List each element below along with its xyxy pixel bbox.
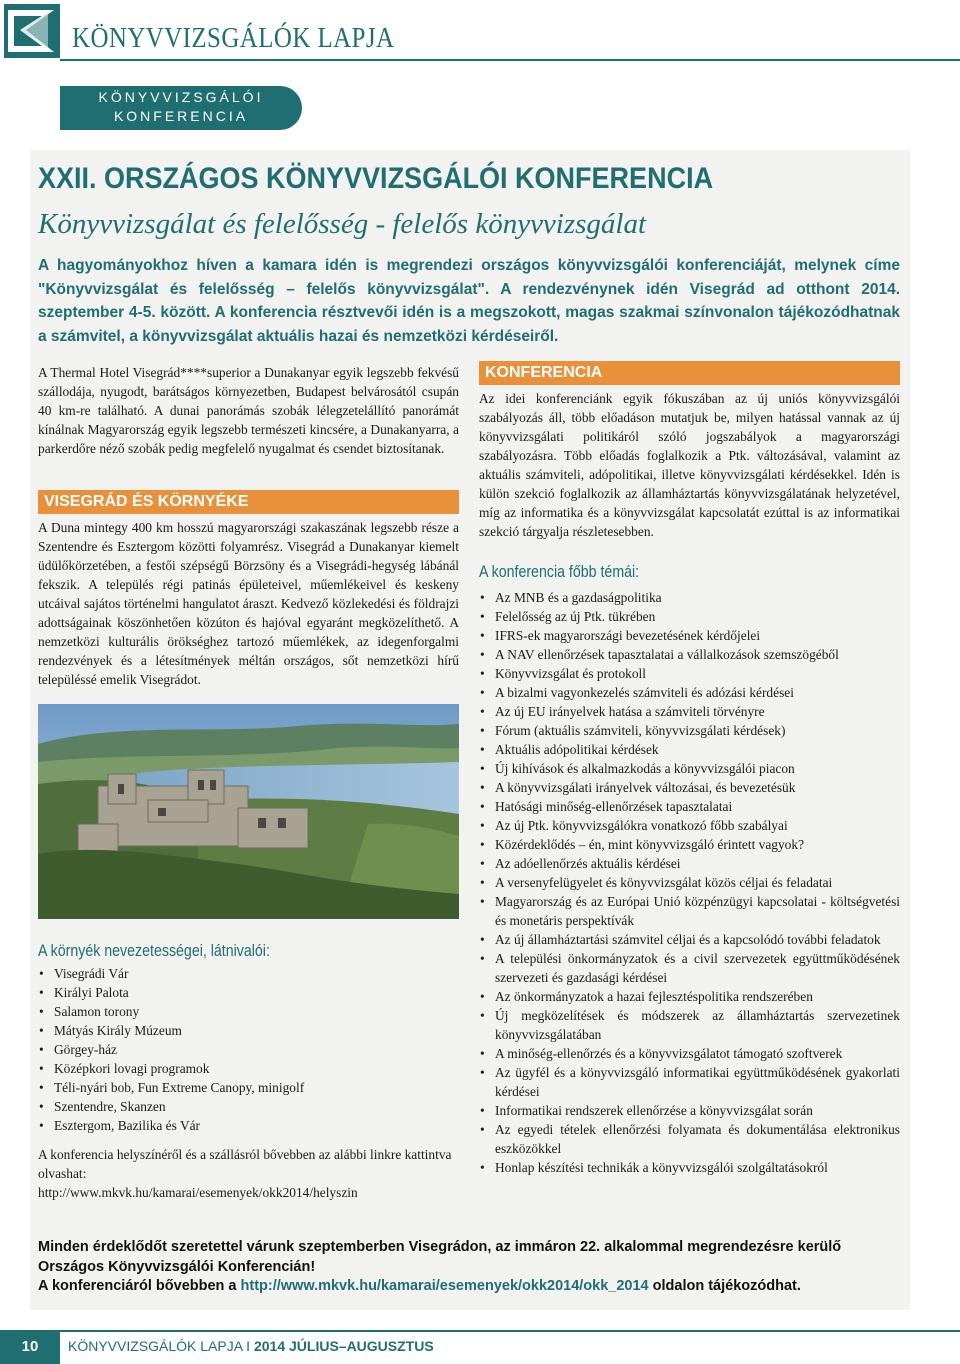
- footer-rule: [60, 1330, 960, 1332]
- topics-heading: A konferencia főbb témái:: [479, 563, 640, 581]
- topics-list-block: [479, 588, 900, 1177]
- list-item: • A minőség-ellenőrzés és a könyvvizsgálatot támogató szoftverek: [479, 1044, 900, 1063]
- list-item: • Mátyás Király Múzeum: [38, 1021, 459, 1040]
- list-item: • A NAV ellenőrzések tapasztalatai a vállalkozások szemszögéből: [479, 645, 900, 664]
- list-item: • Téli-nyári bob, Fun Extreme Canopy, minigolf: [38, 1078, 459, 1097]
- sights-list-block: [38, 964, 459, 1135]
- conference-heading: KONFERENCIA: [479, 361, 900, 385]
- list-item: • A települési önkormányzatok és a civil szervezetek együttműködésének szervezeti és gazdasági kérdései: [479, 949, 900, 987]
- list-item: • Felelősség az új Ptk. tükrében: [479, 607, 900, 626]
- visegrad-text: A Duna mintegy 400 km hosszú magyarországi szakaszának legszebb része a Szentendre és Esztergom közötti folyamrész. Visegrád a Dunakanyar kiemelt üdülőkörzetében, a festői szépségű Börzsöny és a Visegrádi-hegység lábánál fekszik. A település régi patinás épületeivel, műemlékeivel és keskeny utcáival sajátos történelmi hangulatot áraszt. Kedvező közlekedési és földrajzi adottságainak köszönhetően közúton és hajóval egyaránt megközelíthető. A nemzetközi kulturális örökséghez tartozó műemlékek, az idegenforgalmi rendezvények és a létesítmények méltán országos, sőt nemzetközi hírű településsé emelik Visegrádot.: [38, 520, 459, 687]
- list-item: • Az MNB és a gazdaságpolitika: [479, 588, 900, 607]
- visegrad-paragraph: [38, 518, 459, 689]
- closing-more-prefix: A konferenciáról bővebben a: [38, 1278, 241, 1294]
- list-item: • Közérdeklődés – én, mint könyvvizsgáló érintett vagyok?: [479, 835, 900, 854]
- list-item: • IFRS-ek magyarországi bevezetésének kérdőjelei: [479, 626, 900, 645]
- closing-invitation: Minden érdeklődőt szeretettel várunk szeptemberben Visegrádon, az immáron 22. alkalommal megrendezésre kerülő Országos Könyvvizsgálói Konferencián!: [38, 1239, 842, 1275]
- article-subtitle: Könyvvizsgálat és felelősség - felelős könyvvizsgálat: [38, 208, 647, 240]
- conference-text: Az idei konferenciánk egyik fókuszában az új uniós könyvvizsgálói szabályozás áll, több előadáson mutatjuk be, milyen hatással vannak az új könyvvizsgálati politikáról szóló jogszabályok a magyarországi szabályozásra. Több előadás foglalkozik a Ptk. változásával, valamint az aktuális számviteli, adópolitikai, illetve könyvvizsgálati kérdésekkel. Idén is külön szekció foglalkozik az államháztartás könyvvizsgálatának helyzetével, míg az informatika és a könyvvizsgálat kapcsolatát ezúttal is az informatikai szekció tárgyalja részletesebben.: [479, 391, 900, 539]
- hotel-text: A Thermal Hotel Visegrád****superior a Dunakanyar egyik legszebb fekvésű szállodája, nyugodt, barátságos környezetben, Budapest belvárosától csupán 40 km-re található. A dunai panorámás szobák lélegzetelállító panorámát kínálnak Magyarország egyik legszebb természeti kincsére, a Dunakanyarra, a parkerdőre néző szobák pedig megfelelő nyugalmat és csendet biztosítanak.: [38, 365, 459, 456]
- list-item: • Salamon torony: [38, 1002, 459, 1021]
- list-item: • Új megközelítések és módszerek az államháztartás szervezetinek könyvvizsgálatában: [479, 1006, 900, 1044]
- list-item: • A könyvvizsgálati irányelvek változásai, és bevezetésük: [479, 778, 900, 797]
- list-item: • Új kihívások és alkalmazkodás a könyvvizsgálói piacon: [479, 759, 900, 778]
- more-info-block: [38, 1145, 459, 1202]
- list-item: • Az adóellenőrzés aktuális kérdései: [479, 854, 900, 873]
- list-item: • Középkori lovagi programok: [38, 1059, 459, 1078]
- page-number: 10: [0, 1330, 60, 1364]
- logo-mark-icon: [4, 4, 60, 58]
- list-item: • Az egyedi tételek ellenőrzési folyamata és dokumentálása elektronikus eszközökkel: [479, 1120, 900, 1158]
- list-item: • Visegrádi Vár: [38, 964, 459, 983]
- article-lead: A hagyományokhoz híven a kamara idén is megrendezi országos könyvvizsgálói konferenciáját, melynek címe "Könyvvizsgálat és felelősség – felelős könyvvizsgálat". A rendezvénynek idén Visegrád ad otthont 2014. szeptember 4-5. között. A konferencia résztvevői idén is a megszokott, magas szakmai színvonalon tájékozódhatnak a számvitel, a könyvvizsgálat aktuális hazai és nemzetközi kérdéseiről.: [38, 257, 900, 345]
- footer-separator: I: [242, 1338, 254, 1354]
- article-title: XXII. ORSZÁGOS KÖNYVVIZSGÁLÓI KONFERENCIA: [38, 162, 714, 195]
- more-info-text: A konferencia helyszínéről és a szállásról bővebben az alábbi linkre kattintva olvashat:: [38, 1147, 452, 1181]
- closing-note: [38, 1238, 908, 1297]
- list-item: • Királyi Palota: [38, 983, 459, 1002]
- closing-link[interactable]: http://www.mkvk.hu/kamarai/esemenyek/okk2014/okk_2014: [240, 1278, 649, 1294]
- visegrad-castle-photo: [38, 704, 459, 919]
- footer-issue: 2014 JÚLIUS–AUGUSZTUS: [253, 1338, 434, 1354]
- masthead-title: KÖNYVVIZSGÁLÓK LAPJA: [72, 22, 395, 54]
- castle-landscape-image: [38, 704, 459, 919]
- list-item: • Az önkormányzatok a hazai fejlesztéspolitika rendszerében: [479, 987, 900, 1006]
- list-item: • A bizalmi vagyonkezelés számviteli és adózási kérdései: [479, 683, 900, 702]
- list-item: • A versenyfelügyelet és könyvvizsgálat közös céljai és feladatai: [479, 873, 900, 892]
- topics-list: [479, 588, 900, 1177]
- footer-journal: KÖNYVVIZSGÁLÓK LAPJA: [68, 1338, 243, 1354]
- sights-list: [38, 964, 459, 1135]
- section-tab-line2: KONFERENCIA: [113, 108, 249, 124]
- section-tab-line1: KÖNYVVIZSGÁLÓI: [98, 89, 264, 105]
- more-info-link[interactable]: http://www.mkvk.hu/kamarai/esemenyek/okk2014/helyszin: [38, 1185, 358, 1200]
- list-item: • Informatikai rendszerek ellenőrzése a könyvvizsgálat során: [479, 1101, 900, 1120]
- conference-paragraph: [479, 389, 900, 541]
- list-item: • Honlap készítési technikák a könyvvizsgálói szolgáltatásokról: [479, 1158, 900, 1177]
- list-item: • Hatósági minőség-ellenőrzések tapasztalatai: [479, 797, 900, 816]
- list-item: • Aktuális adópolitikai kérdések: [479, 740, 900, 759]
- list-item: • Az új Ptk. könyvvizsgálókra vonatkozó főbb szabályai: [479, 816, 900, 835]
- masthead-rule: [60, 59, 960, 61]
- list-item: • Esztergom, Bazilika és Vár: [38, 1116, 459, 1135]
- list-item: • Magyarország és az Európai Unió közpénzügyi kapcsolatai - költségvetési és monetáris perspektívák: [479, 892, 900, 930]
- publication-logo: [4, 4, 60, 58]
- list-item: • Az új EU irányelvek hatása a számviteli törvényre: [479, 702, 900, 721]
- running-footer: [68, 1338, 434, 1354]
- closing-more-info: [38, 1277, 908, 1297]
- list-item: • Fórum (aktuális számviteli, könyvvizsgálati kérdések): [479, 721, 900, 740]
- list-item: • Görgey-ház: [38, 1040, 459, 1059]
- section-tab: [60, 86, 302, 130]
- visegrad-heading: VISEGRÁD ÉS KÖRNYÉKE: [38, 490, 459, 514]
- closing-more-suffix: oldalon tájékozódhat.: [648, 1278, 801, 1294]
- list-item: • Az ügyfél és a könyvvizsgáló informatikai együttműködésének gyakorlati kérdései: [479, 1063, 900, 1101]
- list-item: • Könyvvizsgálat és protokoll: [479, 664, 900, 683]
- section-tab-label: [60, 88, 302, 126]
- list-item: • Szentendre, Skanzen: [38, 1097, 459, 1116]
- hotel-paragraph: [38, 363, 459, 458]
- list-item: • Az új államháztartási számvitel céljai és a kapcsolódó további feladatok: [479, 930, 900, 949]
- sights-heading: A környék nevezetességei, látnivalói:: [38, 942, 270, 960]
